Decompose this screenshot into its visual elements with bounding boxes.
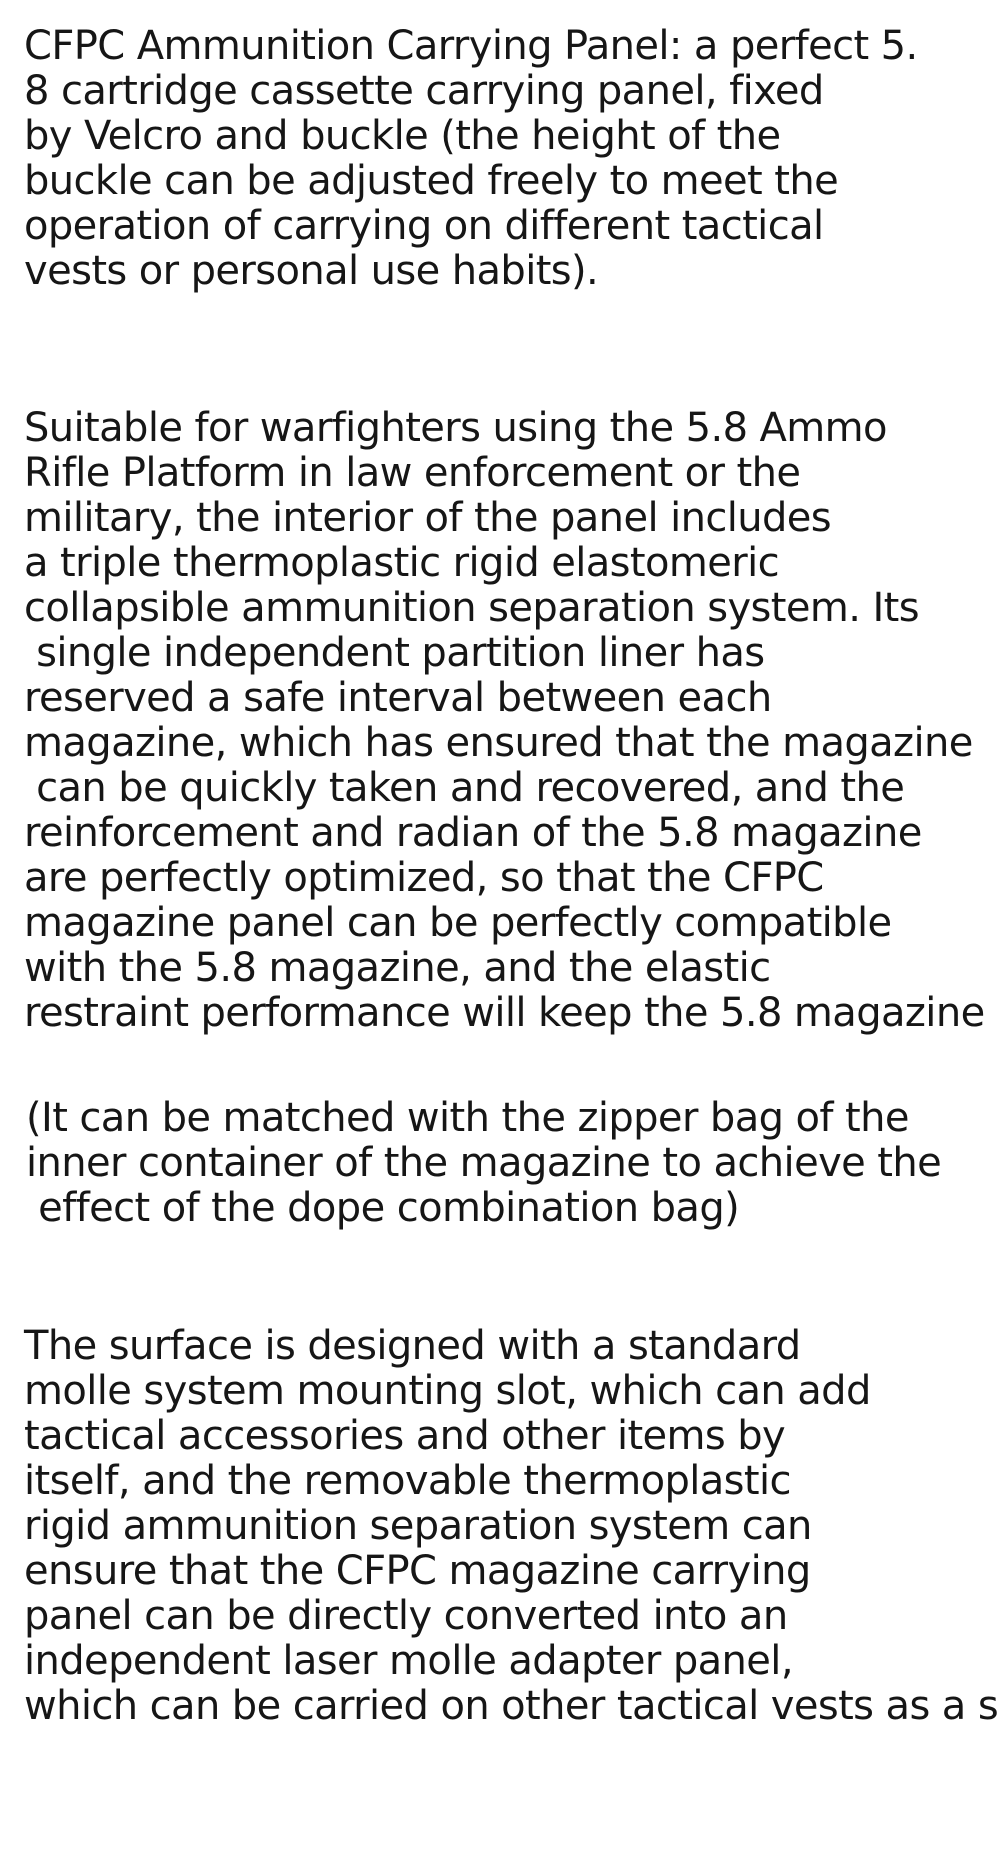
- text-line: Rifle Platform in law enforcement or the: [24, 450, 801, 496]
- text-line: Suitable for warfighters using the 5.8 Ammo: [24, 405, 887, 451]
- text-line: panel can be directly converted into an: [24, 1593, 788, 1639]
- paragraph-product-intro: [24, 24, 918, 294]
- text-line: The surface is designed with a standard: [24, 1323, 801, 1369]
- text-line: by Velcro and buckle (the height of the: [24, 113, 781, 159]
- text-line: magazine panel can be perfectly compatible: [24, 900, 892, 946]
- text-line: molle system mounting slot, which can add: [24, 1368, 871, 1414]
- text-line: vests or personal use habits).: [24, 248, 599, 294]
- text-line: rigid ammunition separation system can: [24, 1503, 812, 1549]
- text-line: CFPC Ammunition Carrying Panel: a perfect 5.: [24, 23, 918, 69]
- text-line: are perfectly optimized, so that the CFPC: [24, 855, 824, 901]
- text-line: effect of the dope combination bag): [26, 1185, 740, 1231]
- text-line: itself, and the removable thermoplastic: [24, 1458, 791, 1504]
- text-line: ensure that the CFPC magazine carrying: [24, 1548, 811, 1594]
- text-line: reinforcement and radian of the 5.8 magazine: [24, 810, 922, 856]
- text-line: which can be carried on other tactical vests as a s: [24, 1683, 999, 1729]
- text-line: reserved a safe interval between each: [24, 675, 772, 721]
- text-line: buckle can be adjusted freely to meet the: [24, 158, 839, 204]
- text-line: with the 5.8 magazine, and the elastic: [24, 945, 771, 991]
- text-line: restraint performance will keep the 5.8 magazine: [24, 990, 985, 1036]
- text-line: can be quickly taken and recovered, and the: [24, 765, 905, 811]
- text-line: 8 cartridge cassette carrying panel, fixed: [24, 68, 824, 114]
- text-line: military, the interior of the panel includes: [24, 495, 832, 541]
- text-line: magazine, which has ensured that the magazine: [24, 720, 973, 766]
- text-line: collapsible ammunition separation system. Its: [24, 585, 919, 631]
- text-line: independent laser molle adapter panel,: [24, 1638, 793, 1684]
- text-line: (It can be matched with the zipper bag of the: [26, 1095, 909, 1141]
- paragraph-separation-system: [24, 406, 985, 1036]
- text-line: single independent partition liner has: [24, 630, 765, 676]
- text-line: a triple thermoplastic rigid elastomeric: [24, 540, 780, 586]
- text-line: inner container of the magazine to achieve the: [26, 1140, 942, 1186]
- paragraph-zipper-bag-note: [26, 1096, 941, 1231]
- paragraph-molle-surface: [24, 1324, 998, 1729]
- text-line: operation of carrying on different tactical: [24, 203, 824, 249]
- text-line: tactical accessories and other items by: [24, 1413, 786, 1459]
